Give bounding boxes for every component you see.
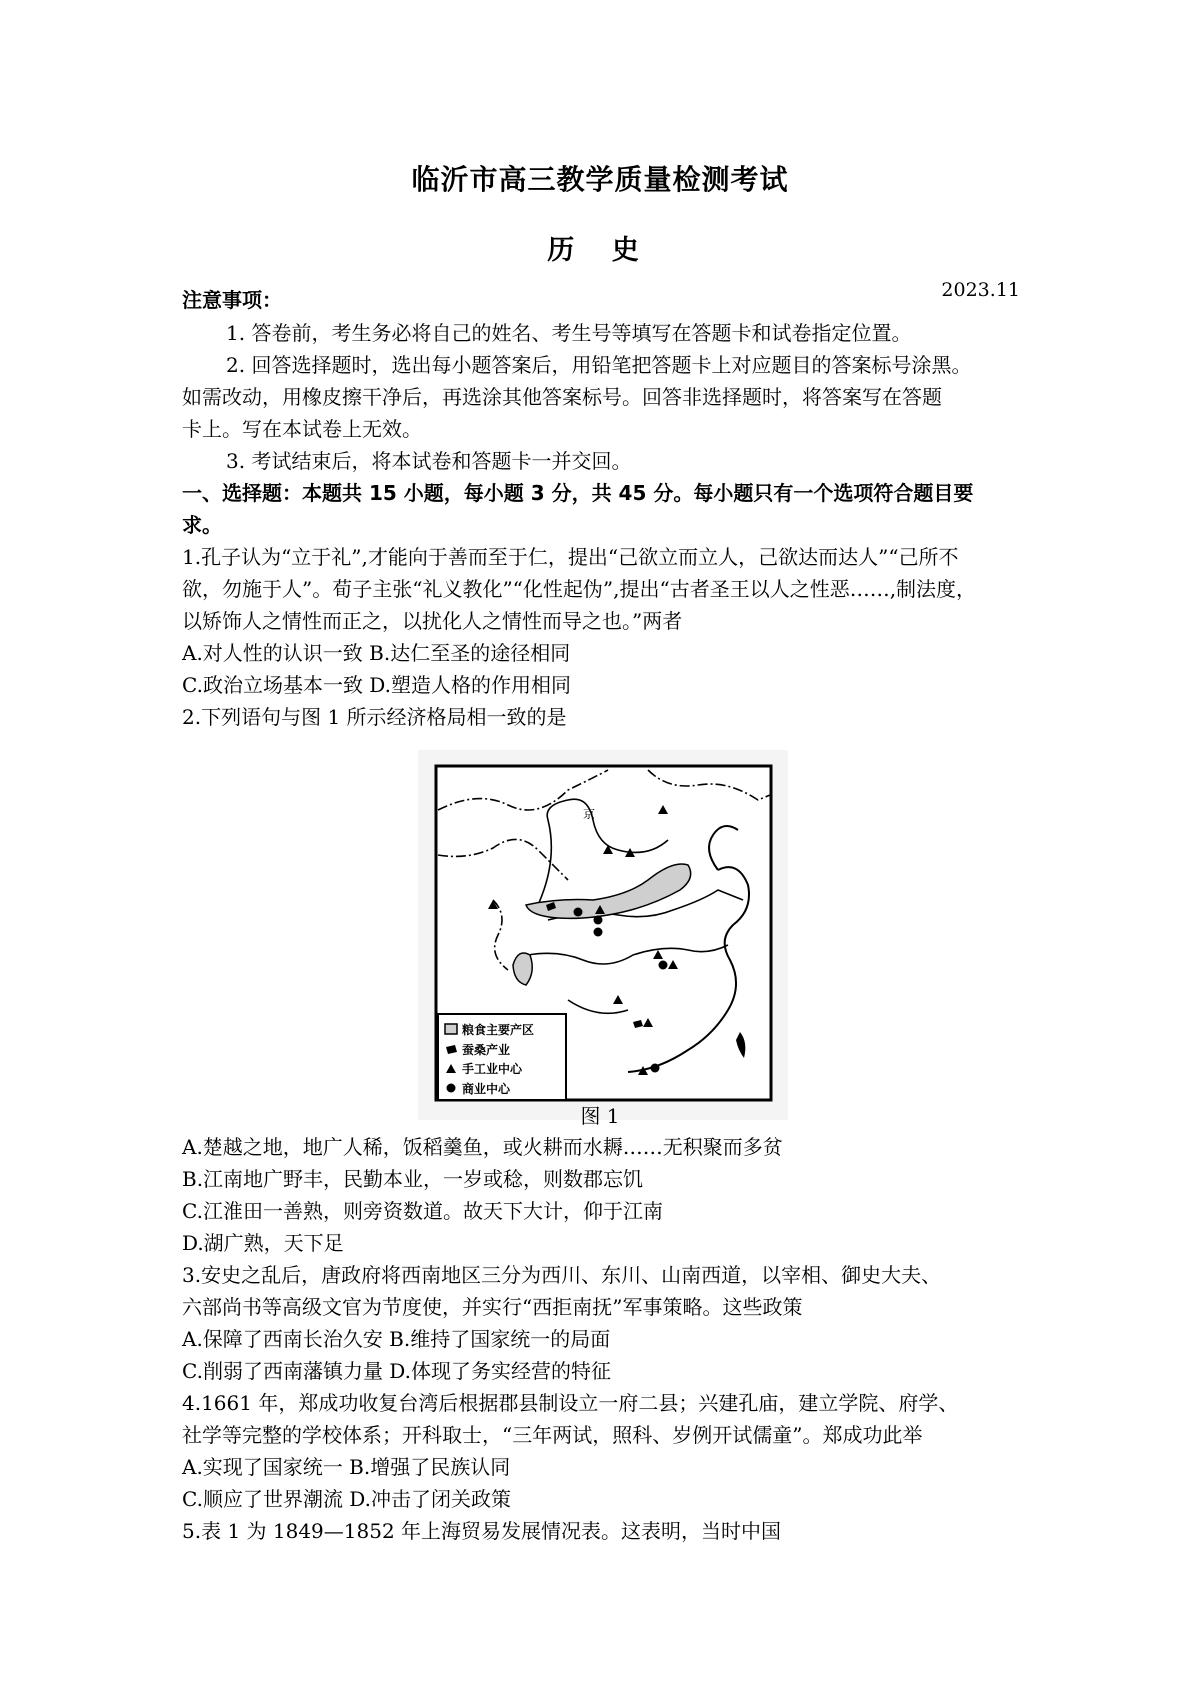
- subject-title: 历 史: [547, 235, 653, 266]
- economic-map-figure: [418, 750, 788, 1120]
- notice-item-2-line-1: 2. 回答选择题时，选出每小题答案后，用铅笔把答题卡上对应题目的答案标号涂黑。: [226, 353, 972, 377]
- legend-craft-label: 手工业中心: [462, 1062, 523, 1076]
- q3-line-1: 3.安史之乱后，唐政府将西南地区三分为西川、东川、山南西道，以宰相、御史大夫、: [182, 1263, 942, 1287]
- q4-options-ab: A.实现了国家统一 B.增强了民族认同: [182, 1455, 511, 1479]
- figure-caption: 图 1: [580, 1104, 620, 1128]
- section-heading-line-1: 一、选择题：本题共 15 小题，每小题 3 分，共 45 分。每小题只有一个选项符合题目要: [182, 481, 974, 505]
- q4-options-cd: C.顺应了世界潮流 D.冲击了闭关政策: [182, 1487, 511, 1511]
- notice-item-3: 3. 考试结束后，将本试卷和答题卡一并交回。: [226, 449, 632, 473]
- notice-item-2-line-2: 如需改动，用橡皮擦干净后，再选涂其他答案标号。回答非选择题时，将答案写在答题: [182, 385, 942, 409]
- q2-option-d: D.湖广熟，天下足: [182, 1231, 344, 1255]
- exam-date: 2023.11: [941, 279, 1020, 301]
- notice-heading: 注意事项：: [182, 288, 282, 312]
- legend-grain-label: 粮食主要产区: [462, 1023, 535, 1037]
- q2-option-b: B.江南地广野丰，民勤本业，一岁或稔，则数郡忘饥: [182, 1167, 644, 1191]
- q1-options-cd: C.政治立场基本一致 D.塑造人格的作用相同: [182, 673, 571, 697]
- q1-line-3: 以矫饰人之情性而正之，以扰化人之情性而导之也。”两者: [182, 609, 683, 633]
- q1-options-ab: A.对人性的认识一致 B.达仁至圣的途径相同: [182, 641, 571, 665]
- notice-item-1: 1. 答卷前，考生务必将自己的姓名、考生号等填写在答题卡和试卷指定位置。: [226, 321, 912, 345]
- q4-line-2: 社学等完整的学校体系；开科取士，“三年两试，照科、岁例开试儒童”。郑成功此举: [182, 1423, 923, 1447]
- notice-item-2-line-3: 卡上。写在本试卷上无效。: [182, 417, 422, 441]
- q3-line-2: 六部尚书等高级文官为节度使，并实行“西拒南抚”军事策略。这些政策: [182, 1295, 803, 1319]
- q5-stem: 5.表 1 为 1849—1852 年上海贸易发展情况表。这表明，当时中国: [182, 1519, 782, 1543]
- q2-option-c: C.江淮田一善熟，则旁资数道。故天下大计，仰于江南: [182, 1199, 663, 1223]
- q1-line-2: 欲，勿施于人”。荀子主张“礼义教化”“化性起伪”,提出“古者圣王以人之性恶……,制法度，: [182, 577, 977, 601]
- q4-line-1: 4.1661 年，郑成功收复台湾后根据郡县制设立一府二县；兴建孔庙，建立学院、府学、: [182, 1391, 959, 1415]
- legend-silk-label: 蚕桑产业: [462, 1043, 511, 1057]
- q2-stem: 2.下列语句与图 1 所示经济格局相一致的是: [182, 705, 567, 729]
- legend-commerce-label: 商业中心: [462, 1082, 511, 1096]
- commerce-legend-swatch: [447, 1084, 456, 1093]
- q1-line-1: 1.孔子认为“立于礼”,才能向于善而至于仁，提出“己欲立而立人，己欲达而达人”“己所不: [182, 545, 959, 569]
- q2-option-a: A.楚越之地，地广人稀，饭稻羹鱼，或火耕而水耨……无积聚而多贫: [182, 1135, 783, 1159]
- exam-title: 临沂市高三教学质量检测考试: [411, 163, 789, 196]
- q3-options-ab: A.保障了西南长治久安 B.维持了国家统一的局面: [182, 1327, 611, 1351]
- grain-legend-swatch: [445, 1024, 457, 1034]
- q3-options-cd: C.削弱了西南藩镇力量 D.体现了务实经营的特征: [182, 1359, 611, 1383]
- section-heading-line-2: 求。: [182, 513, 222, 537]
- map-legend: [438, 1014, 566, 1100]
- map-label: 京: [583, 807, 596, 821]
